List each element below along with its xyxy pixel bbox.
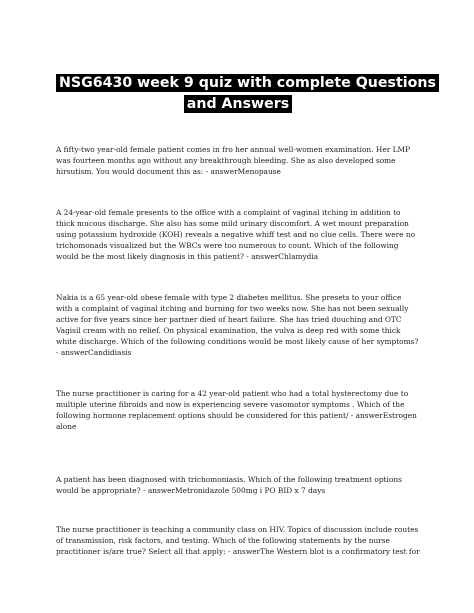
question-paragraph-3: Nakia is a 65 year-old obese female with type 2 diabetes mellitus. She presets to your office with a complaint of vaginal itching and burning for two weeks now. She has not been sexually active for five years since her partner died of heart failure. She has tried douching and OTC Vagisil cream with no relief. On physical examination, the vulva is deep red with some thick white discharge. Which of the following conditions would be most likely cause of her symptoms? - answerCandidiasis xyxy=(56,293,419,357)
question-paragraph-5: A patient has been diagnosed with trichomoniasis. Which of the following treatment options would be appropriate? - answerMetronidazole 500mg i PO BID x 7 days xyxy=(56,475,402,495)
title-line-2: and Answers xyxy=(184,95,292,113)
title-line-1: NSG6430 week 9 quiz with complete Questions xyxy=(56,74,439,92)
question-paragraph-4: The nurse practitioner is caring for a 42 year-old patient who had a total hysterectomy due to multiple uterine fibroids and now is experiencing severe vasomotor symptoms . Which of the following hormone replacement options should be considered for this patient/ - answerEstrogen alone xyxy=(56,389,417,431)
question-paragraph-6: The nurse practitioner is teaching a community class on HIV. Topics of discussion include routes of transmission, risk factors, and testing. Which of the following statements by the nurse practitioner is/are true? Select all that apply: - answerThe Western blot is a confirmatory test for xyxy=(56,525,420,556)
document-title xyxy=(56,73,436,115)
question-paragraph-2: A 24-year-old female presents to the office with a complaint of vaginal itching in addition to thick mucous discharge. She also has some mild urinary discomfort. A wet mount preparation using potassium hydroxide (KOH) reveals a negative whiff test and no clue cells. There were no trichomonads visualized but the WBCs were too numerous to count. Which of the following would be the most likely diagnosis in this patient? - answerChlamydia xyxy=(56,208,416,261)
question-paragraph-1: A fifty-two year-old female patient comes in fro her annual well-women examination. Her LMP was fourteen months ago without any breakthrough bleeding. She as also developed some hirsutism. You would document this as: - answerMenopause xyxy=(56,145,411,176)
